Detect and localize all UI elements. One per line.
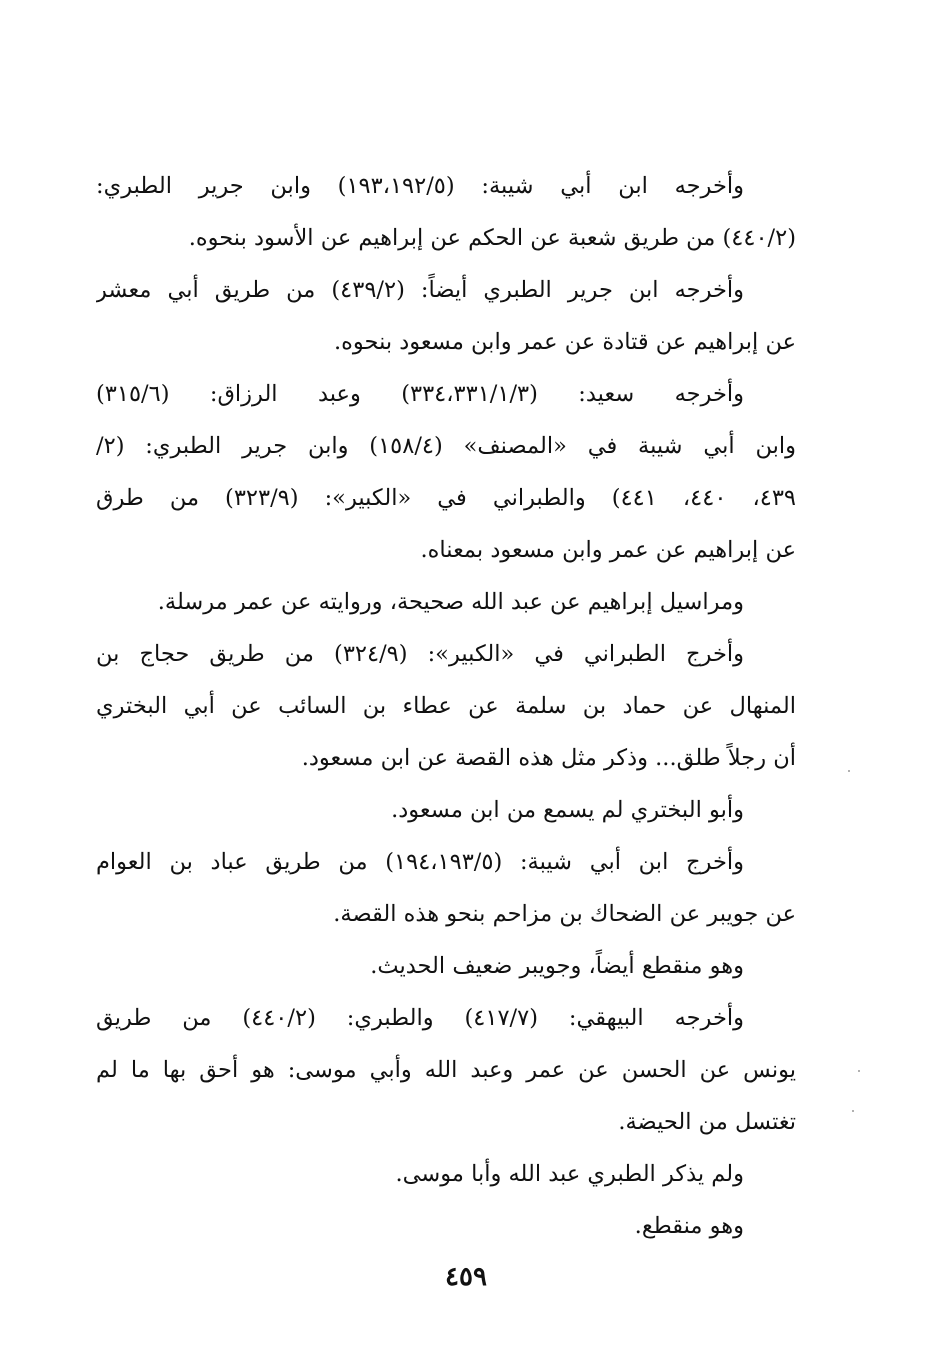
scan-speck <box>858 1070 860 1072</box>
body-text <box>96 160 796 1252</box>
page-number: ٤٥٩ <box>445 1262 487 1292</box>
text-line: وهو منقطع أيضاً، وجويبر ضعيف الحديث. <box>370 953 744 979</box>
text-line: (٤٤٠/٢) من طريق شعبة عن الحكم عن إبراهيم عن الأسود بنحوه. <box>188 225 796 251</box>
text-line: تغتسل من الحيضة. <box>618 1109 796 1135</box>
text-line: عن جويبر عن الضحاك بن مزاحم بنحو هذه القصة. <box>333 901 796 927</box>
paragraph <box>96 160 796 264</box>
paragraph <box>96 1200 796 1252</box>
text-line: المنهال عن حماد بن سلمة عن عطاء بن السائب عن أبي البختري <box>96 693 796 719</box>
text-line: أن رجلاً طلق... وذكر مثل هذه القصة عن ابن مسعود. <box>301 745 796 771</box>
paragraph <box>96 576 796 628</box>
paragraph <box>96 836 796 940</box>
text-line: وهو منقطع. <box>634 1213 744 1239</box>
scan-speck <box>848 770 850 772</box>
text-line: وأخرجه ابن جرير الطبري أيضاً: (٤٣٩/٢) من طريق أبي معشر <box>96 277 745 303</box>
text-line: وأخرج ابن أبي شيبة: (١٩٤،١٩٣/٥) من طريق عباد بن العوام <box>96 849 744 875</box>
paragraph <box>96 264 796 368</box>
text-line: عن إبراهيم عن قتادة عن عمر وابن مسعود بنحوه. <box>333 329 796 355</box>
paragraph <box>96 992 796 1148</box>
paragraph <box>96 940 796 992</box>
text-line: عن إبراهيم عن عمر وابن مسعود بمعناه. <box>420 537 796 563</box>
paragraph <box>96 628 796 784</box>
text-line: وأخرجه البيهقي: (٤١٧/٧) والطبري: (٤٤٠/٢) من طريق <box>96 1005 744 1031</box>
text-line: ٤٣٩، ٤٤٠، ٤٤١) والطبراني في «الكبير»: (٣٢٣/٩) من طرق <box>96 485 796 511</box>
text-line: وأبو البختري لم يسمع من ابن مسعود. <box>391 797 744 823</box>
paragraph <box>96 1148 796 1200</box>
text-line: وابن أبي شيبة في «المصنف» (١٥٨/٤) وابن جرير الطبري: (٢/ <box>96 433 796 459</box>
text-line: وأخرجه سعيد: (٣٣٤،٣٣١/١/٣) وعبد الرزاق: (٣١٥/٦) <box>96 381 744 407</box>
text-line: ولم يذكر الطبري عبد الله وأبا موسى. <box>395 1161 744 1187</box>
scan-speck <box>852 1110 854 1112</box>
text-line: وأخرجه ابن أبي شيبة: (١٩٣،١٩٢/٥) وابن جرير الطبري: <box>96 173 744 199</box>
paragraph <box>96 784 796 836</box>
paragraph <box>96 368 796 576</box>
text-line: يونس عن الحسن عن عمر وعبد الله وأبي موسى: هو أحق بها ما لم <box>96 1057 796 1083</box>
text-line: وأخرج الطبراني في «الكبير»: (٣٢٤/٩) من طريق حجاج بن <box>96 641 744 667</box>
text-line: ومراسيل إبراهيم عن عبد الله صحيحة، وروايته عن عمر مرسلة. <box>157 589 744 615</box>
